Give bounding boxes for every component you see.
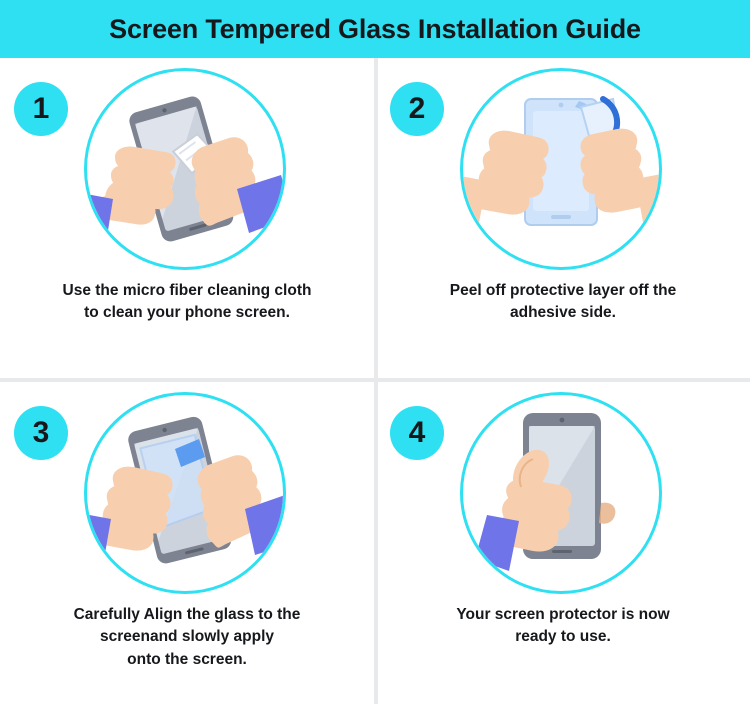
header-banner	[0, 0, 750, 58]
step-card-1	[0, 58, 374, 380]
step-card-3	[0, 382, 374, 704]
step-number-label: 2	[408, 92, 426, 125]
step-caption-3	[20, 604, 354, 671]
step-number-label: 1	[32, 92, 50, 125]
caption-line: onto the screen.	[127, 650, 247, 668]
caption-line: screenand slowly apply	[99, 628, 274, 646]
page-title: Screen Tempered Glass Installation Guide	[109, 13, 641, 44]
caption-line: Your screen protector is now	[456, 606, 670, 623]
step-caption-2	[396, 280, 730, 325]
step-illustration-1	[84, 68, 286, 270]
step-illustration-2	[460, 68, 662, 270]
step-number-badge	[390, 82, 444, 136]
step-number-label: 4	[408, 416, 426, 449]
step-illustration-3	[84, 392, 286, 594]
step-caption-4	[396, 604, 730, 649]
step-illustration-4	[460, 392, 662, 594]
caption-line: Carefully Align the glass to the	[73, 606, 301, 623]
caption-line: Peel off protective layer off the	[449, 282, 677, 299]
caption-line: ready to use.	[515, 628, 611, 646]
step-caption-1	[20, 280, 354, 325]
step-card-2	[376, 58, 750, 380]
caption-line: Use the micro fiber cleaning cloth	[62, 282, 312, 299]
step-number-badge	[14, 406, 68, 460]
steps-grid	[0, 58, 750, 704]
step-number-label: 3	[32, 416, 50, 449]
step-number-badge	[14, 82, 68, 136]
caption-line: adhesive side.	[510, 304, 616, 322]
step-card-4	[376, 382, 750, 704]
step-number-badge	[390, 406, 444, 460]
caption-line: to clean your phone screen.	[84, 304, 290, 322]
